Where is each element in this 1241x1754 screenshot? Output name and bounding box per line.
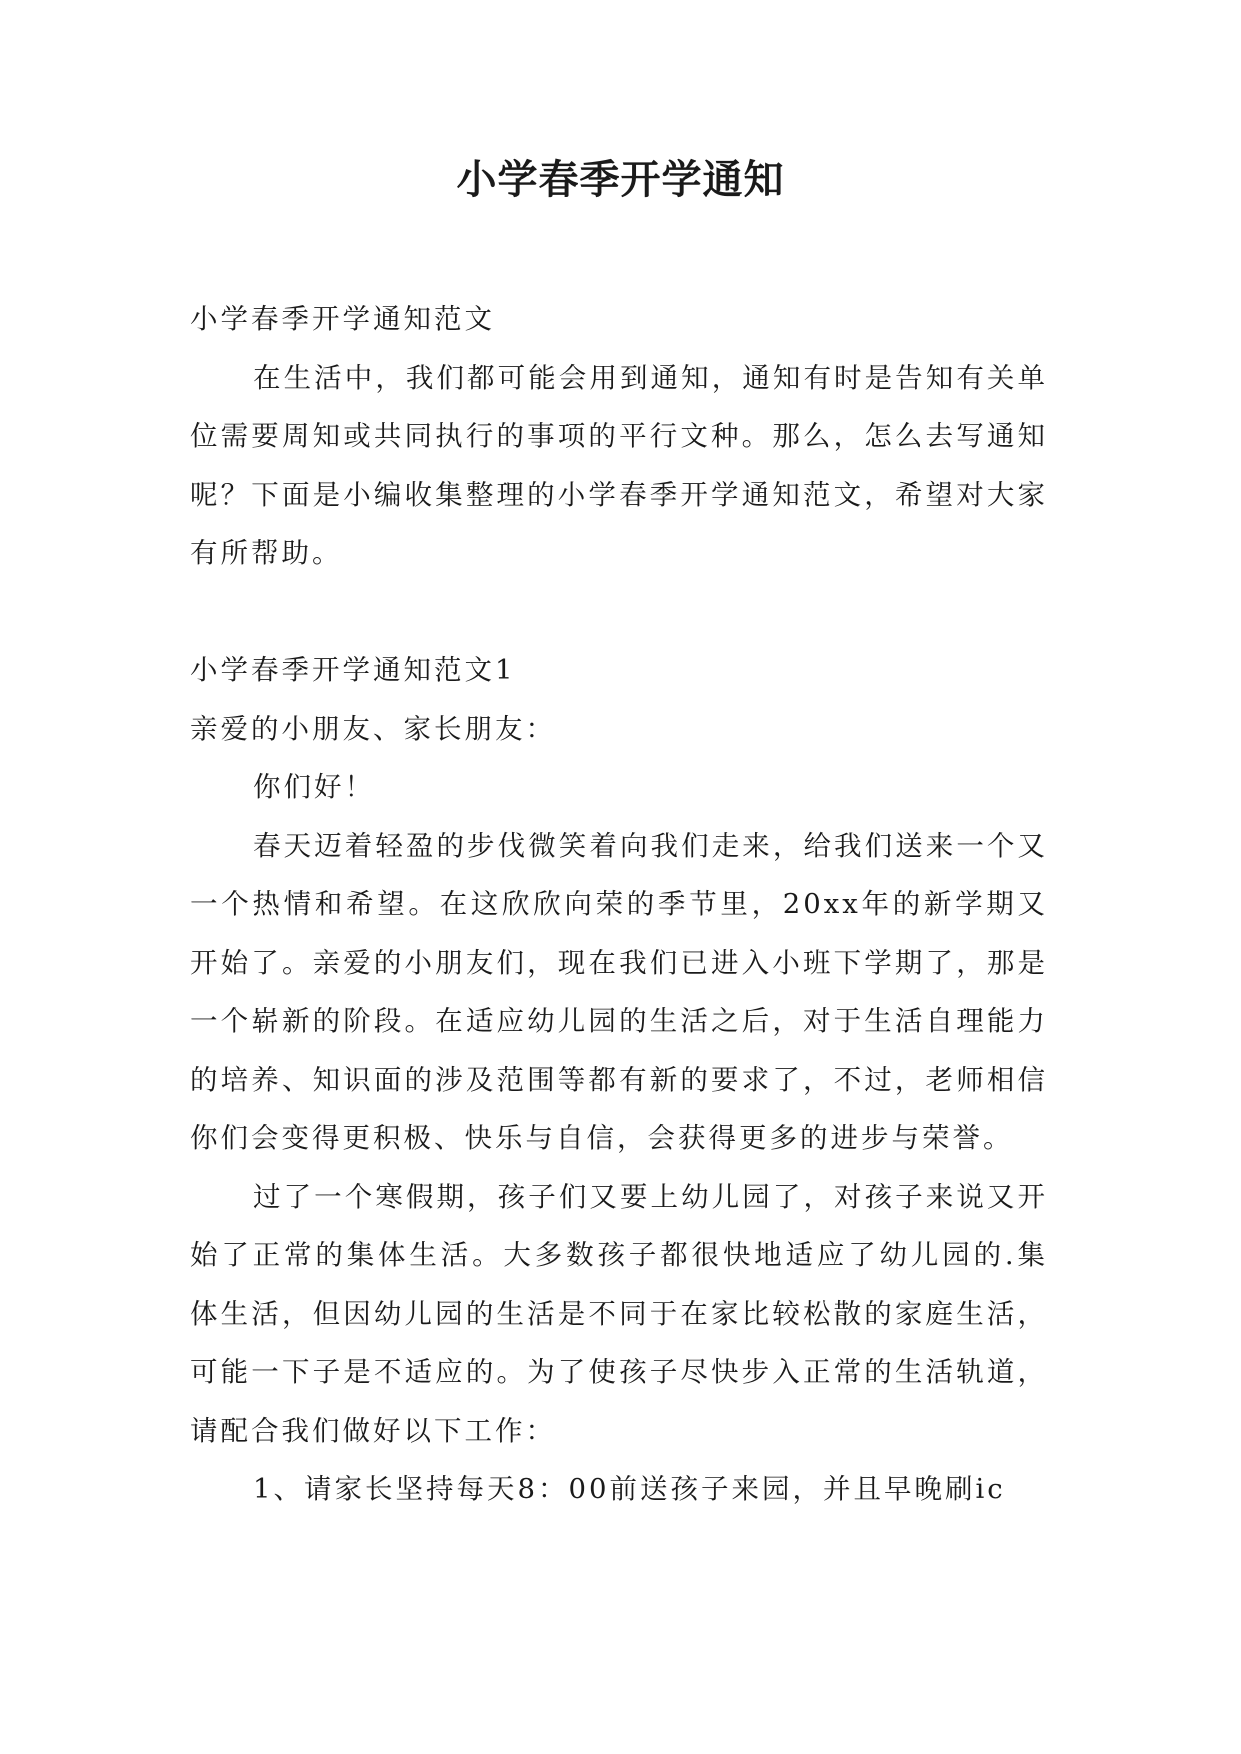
body-paragraph-1: 春天迈着轻盈的步伐微笑着向我们走来，给我们送来一个又一个热情和希望。在这欣欣向荣的季节里，20xx年的新学期又开始了。亲爱的小朋友们，现在我们已进入小班下学期了，那是一个崭新的阶段。在适应幼儿园的生活之后，对于生活自理能力的培养、知识面的涉及范围等都有新的要求了，不过，老师相信你们会变得更积极、快乐与自信，会获得更多的进步与荣誉。 [190,829,1048,1154]
document-body [190,290,1048,1519]
paragraph-gap [190,583,1048,642]
section-heading: 小学春季开学通知范文1 [190,654,516,686]
list-item-1: 1、请家长坚持每天8：00前送孩子来园，并且早晚刷ic [253,1473,1006,1505]
salutation: 亲爱的小朋友、家长朋友： [190,712,556,745]
intro-paragraph: 在生活中，我们都可能会用到通知，通知有时是告知有关单位需要周知或共同执行的事项的平行文种。那么，怎么去写通知呢？下面是小编收集整理的小学春季开学通知范文，希望对大家有所帮助。 [190,361,1048,569]
document-title: 小学春季开学通知 [456,156,785,203]
subtitle: 小学春季开学通知范文 [190,303,495,335]
greeting: 你们好！ [253,771,375,803]
body-paragraph-2: 过了一个寒假期，孩子们又要上幼儿园了，对孩子来说又开始了正常的集体生活。大多数孩子都很快地适应了幼儿园的.集体生活，但因幼儿园的生活是不同于在家比较松散的家庭生活，可能一下子是不适应的。为了使孩子尽快步入正常的生活轨道，请配合我们做好以下工作： [190,1180,1048,1447]
